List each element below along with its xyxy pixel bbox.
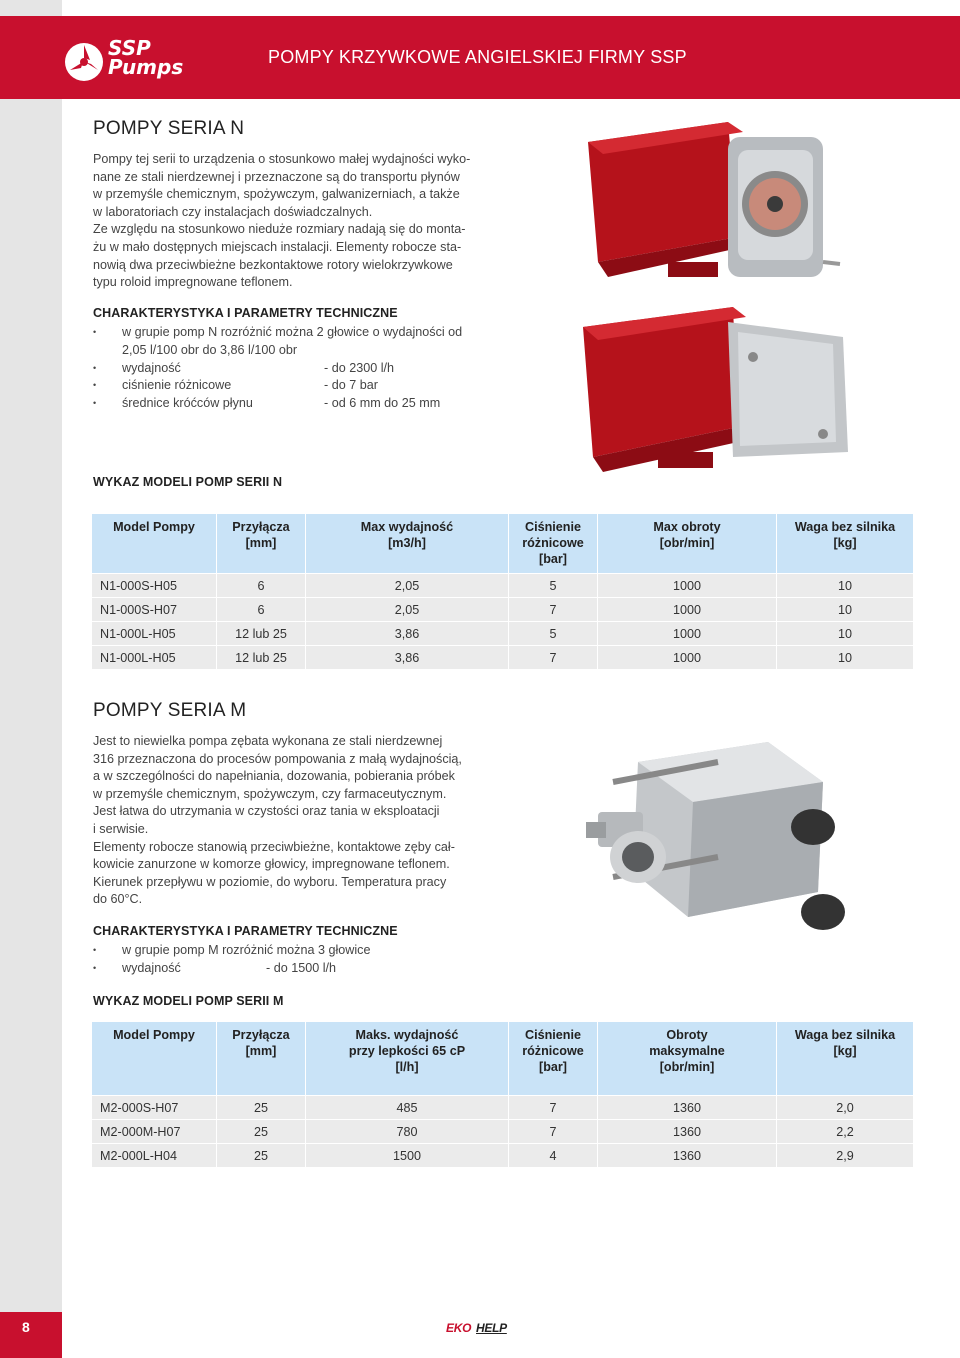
description-line: Jest to niewielka pompa zębata wykonana ze stali nierdzewnej bbox=[93, 734, 443, 748]
table-cell: 10 bbox=[777, 597, 913, 621]
table-cell: 7 bbox=[509, 645, 598, 669]
table-cell: 2,05 bbox=[306, 573, 509, 597]
table-row bbox=[92, 597, 913, 621]
table-cell: 1500 bbox=[306, 1143, 509, 1167]
table-row bbox=[92, 621, 913, 645]
pump-n-image bbox=[568, 112, 868, 502]
table-cell: 2,9 bbox=[777, 1143, 913, 1167]
spec-item bbox=[93, 960, 533, 978]
table-row bbox=[92, 573, 913, 597]
table-cell: 1000 bbox=[598, 597, 777, 621]
table-cell: N1-000L-H05 bbox=[92, 645, 217, 669]
table-row bbox=[92, 1143, 913, 1167]
table-header-cell: Obroty maksymalne [obr/min] bbox=[598, 1022, 777, 1095]
table-header-cell: Waga bez silnika [kg] bbox=[777, 1022, 913, 1095]
table-header-cell: Model Pompy bbox=[92, 514, 217, 573]
table-header-cell: Model Pompy bbox=[92, 1022, 217, 1095]
logo-line2: Pumps bbox=[108, 55, 184, 79]
description-line: typu roloid impregnowane teflonem. bbox=[93, 275, 293, 290]
spec-value: - od 6 mm do 25 mm bbox=[324, 396, 441, 411]
table-cell: 485 bbox=[306, 1095, 509, 1119]
spec-label: wydajność bbox=[122, 360, 181, 375]
table-cell: 1360 bbox=[598, 1095, 777, 1119]
table-cell: 7 bbox=[509, 1095, 598, 1119]
table-cell: 6 bbox=[217, 573, 306, 597]
table-cell: 1360 bbox=[598, 1143, 777, 1167]
table-cell: N1-000S-H07 bbox=[92, 597, 217, 621]
series-n-specs-heading: CHARAKTERYSTYKA I PARAMETRY TECHNICZNE bbox=[93, 306, 398, 320]
table-cell: 1000 bbox=[598, 621, 777, 645]
page-number: 8 bbox=[22, 1319, 30, 1335]
series-m-specs-list bbox=[93, 942, 533, 978]
table-cell: 25 bbox=[217, 1095, 306, 1119]
series-m-specs-heading: CHARAKTERYSTYKA I PARAMETRY TECHNICZNE bbox=[93, 924, 398, 938]
table-header-cell: Waga bez silnika [kg] bbox=[777, 514, 913, 573]
description-line: Kierunek przepływu w poziomie, do wyboru. Temperatura pracy bbox=[93, 874, 447, 889]
table-header-cell: Przyłącza [mm] bbox=[217, 1022, 306, 1095]
series-m-table bbox=[92, 1022, 913, 1167]
table-cell: 10 bbox=[777, 573, 913, 597]
spec-item bbox=[93, 342, 533, 360]
logo-text bbox=[108, 36, 184, 79]
table-cell: 7 bbox=[509, 1119, 598, 1143]
table-cell: 6 bbox=[217, 597, 306, 621]
ekohelp-logo-part2: HELP bbox=[476, 1321, 507, 1335]
description-line: Ze względu na stosunkowo nieduże rozmiary nadają się do monta- bbox=[93, 222, 466, 237]
table-cell: 10 bbox=[777, 645, 913, 669]
table-cell: M2-000L-H04 bbox=[92, 1143, 217, 1167]
description-line: a w szczególności do napełniania, dozowania, pobierania próbek bbox=[93, 769, 455, 784]
header-title: POMPY KRZYWKOWE ANGIELSKIEJ FIRMY SSP bbox=[268, 47, 687, 67]
description-line: Jest łatwa do utrzymania w czystości oraz tania w eksploatacji bbox=[93, 804, 440, 819]
description-line: w laboratoriach czy instalacjach doświadczalnych. bbox=[93, 204, 373, 219]
series-n-title: POMPY SERIA N bbox=[93, 118, 245, 139]
table-cell: 4 bbox=[509, 1143, 598, 1167]
table-cell: 1000 bbox=[598, 645, 777, 669]
series-n-table-heading: WYKAZ MODELI POMP SERII N bbox=[93, 475, 283, 489]
table-cell: 12 lub 25 bbox=[217, 645, 306, 669]
spec-label: wydajność bbox=[122, 960, 181, 975]
spec-label: średnice króćców płynu bbox=[122, 396, 253, 411]
description-line: i serwisie. bbox=[93, 821, 149, 836]
table-cell: 2,05 bbox=[306, 597, 509, 621]
spec-item bbox=[93, 395, 533, 413]
series-n-specs-list bbox=[93, 324, 533, 413]
description-line: do 60°C. bbox=[93, 892, 143, 907]
spec-label: 2,05 l/100 obr do 3,86 l/100 obr bbox=[122, 342, 298, 357]
table-header-cell: Max obroty [obr/min] bbox=[598, 514, 777, 573]
table-header-cell: Max wydajność [m3/h] bbox=[306, 514, 509, 573]
table-cell: N1-000L-H05 bbox=[92, 621, 217, 645]
table-cell: 25 bbox=[217, 1119, 306, 1143]
table-cell: 12 lub 25 bbox=[217, 621, 306, 645]
series-m-title: POMPY SERIA M bbox=[93, 700, 247, 721]
pump-m-image bbox=[568, 722, 878, 962]
description-line: żu w mało dostępnych miejscach instalacji. Elementy robocze sta- bbox=[93, 239, 462, 254]
left-margin-bar bbox=[0, 0, 62, 1358]
table-cell: 5 bbox=[509, 621, 598, 645]
table-cell: 5 bbox=[509, 573, 598, 597]
table-cell: 10 bbox=[777, 621, 913, 645]
description-line: nane ze stali nierdzewnej i przeznaczone są do transportu płynów bbox=[93, 169, 460, 184]
series-m-table-heading: WYKAZ MODELI POMP SERII M bbox=[93, 994, 284, 1008]
top-strip bbox=[62, 0, 960, 17]
spec-label: ciśnienie różnicowe bbox=[122, 378, 232, 393]
table-cell: 1360 bbox=[598, 1119, 777, 1143]
spec-label: w grupie pomp N rozróżnić można 2 głowice o wydajności od bbox=[122, 325, 463, 339]
description-line: w przemyśle chemicznym, spożywczym, czy farmaceutycznym. bbox=[93, 786, 447, 801]
table-cell: 780 bbox=[306, 1119, 509, 1143]
table-row bbox=[92, 645, 913, 669]
table-cell: 3,86 bbox=[306, 621, 509, 645]
table-cell: M2-000S-H07 bbox=[92, 1095, 217, 1119]
table-cell: 3,86 bbox=[306, 645, 509, 669]
description-line: Pompy tej serii to urządzenia o stosunkowo małej wydajności wyko- bbox=[93, 152, 471, 166]
table-header-cell: Maks. wydajność przy lepkości 65 cP [l/h] bbox=[306, 1022, 509, 1095]
series-n-description bbox=[93, 151, 485, 292]
table-row bbox=[92, 1119, 913, 1143]
table-header-cell: Ciśnienie różnicowe [bar] bbox=[509, 1022, 598, 1095]
table-row bbox=[92, 1095, 913, 1119]
table-header-cell: Przyłącza [mm] bbox=[217, 514, 306, 573]
logo-line1: SSP bbox=[108, 36, 151, 60]
spec-item bbox=[93, 324, 533, 342]
description-line: Elementy robocze stanowią przeciwbieżne, kontaktowe zęby cał- bbox=[93, 839, 455, 854]
table-cell: N1-000S-H05 bbox=[92, 573, 217, 597]
spec-value: - do 7 bar bbox=[324, 378, 378, 393]
spec-item bbox=[93, 360, 533, 378]
page-number-box bbox=[0, 1312, 62, 1358]
table-cell: 25 bbox=[217, 1143, 306, 1167]
table-cell: 2,2 bbox=[777, 1119, 913, 1143]
table-cell: M2-000M-H07 bbox=[92, 1119, 217, 1143]
description-line: 316 przeznaczona do procesów pompowania z małą wydajnością, bbox=[93, 751, 462, 766]
spec-value: - do 1500 l/h bbox=[266, 960, 337, 975]
table-header-cell: Ciśnienie różnicowe [bar] bbox=[509, 514, 598, 573]
spec-label: w grupie pomp M rozróżnić można 3 głowice bbox=[122, 943, 371, 957]
ekohelp-logo bbox=[446, 1321, 513, 1335]
series-m-description bbox=[93, 733, 481, 909]
table-cell: 2,0 bbox=[777, 1095, 913, 1119]
spec-item bbox=[93, 377, 533, 395]
description-line: kowicie zanurzone w komorze głowicy, impregnowane teflonem. bbox=[93, 857, 450, 872]
spec-item bbox=[93, 942, 533, 960]
ekohelp-logo-part1: EKO bbox=[446, 1321, 472, 1335]
spec-value: - do 2300 l/h bbox=[324, 360, 395, 375]
table-cell: 1000 bbox=[598, 573, 777, 597]
description-line: nowią dwa przeciwbieżne bezkontaktowe rotory wielokrzywkowe bbox=[93, 257, 453, 272]
table-cell: 7 bbox=[509, 597, 598, 621]
description-line: w przemyśle chemicznym, spożywczym, galwanizerniach, a także bbox=[93, 187, 460, 202]
series-n-table bbox=[92, 514, 913, 669]
